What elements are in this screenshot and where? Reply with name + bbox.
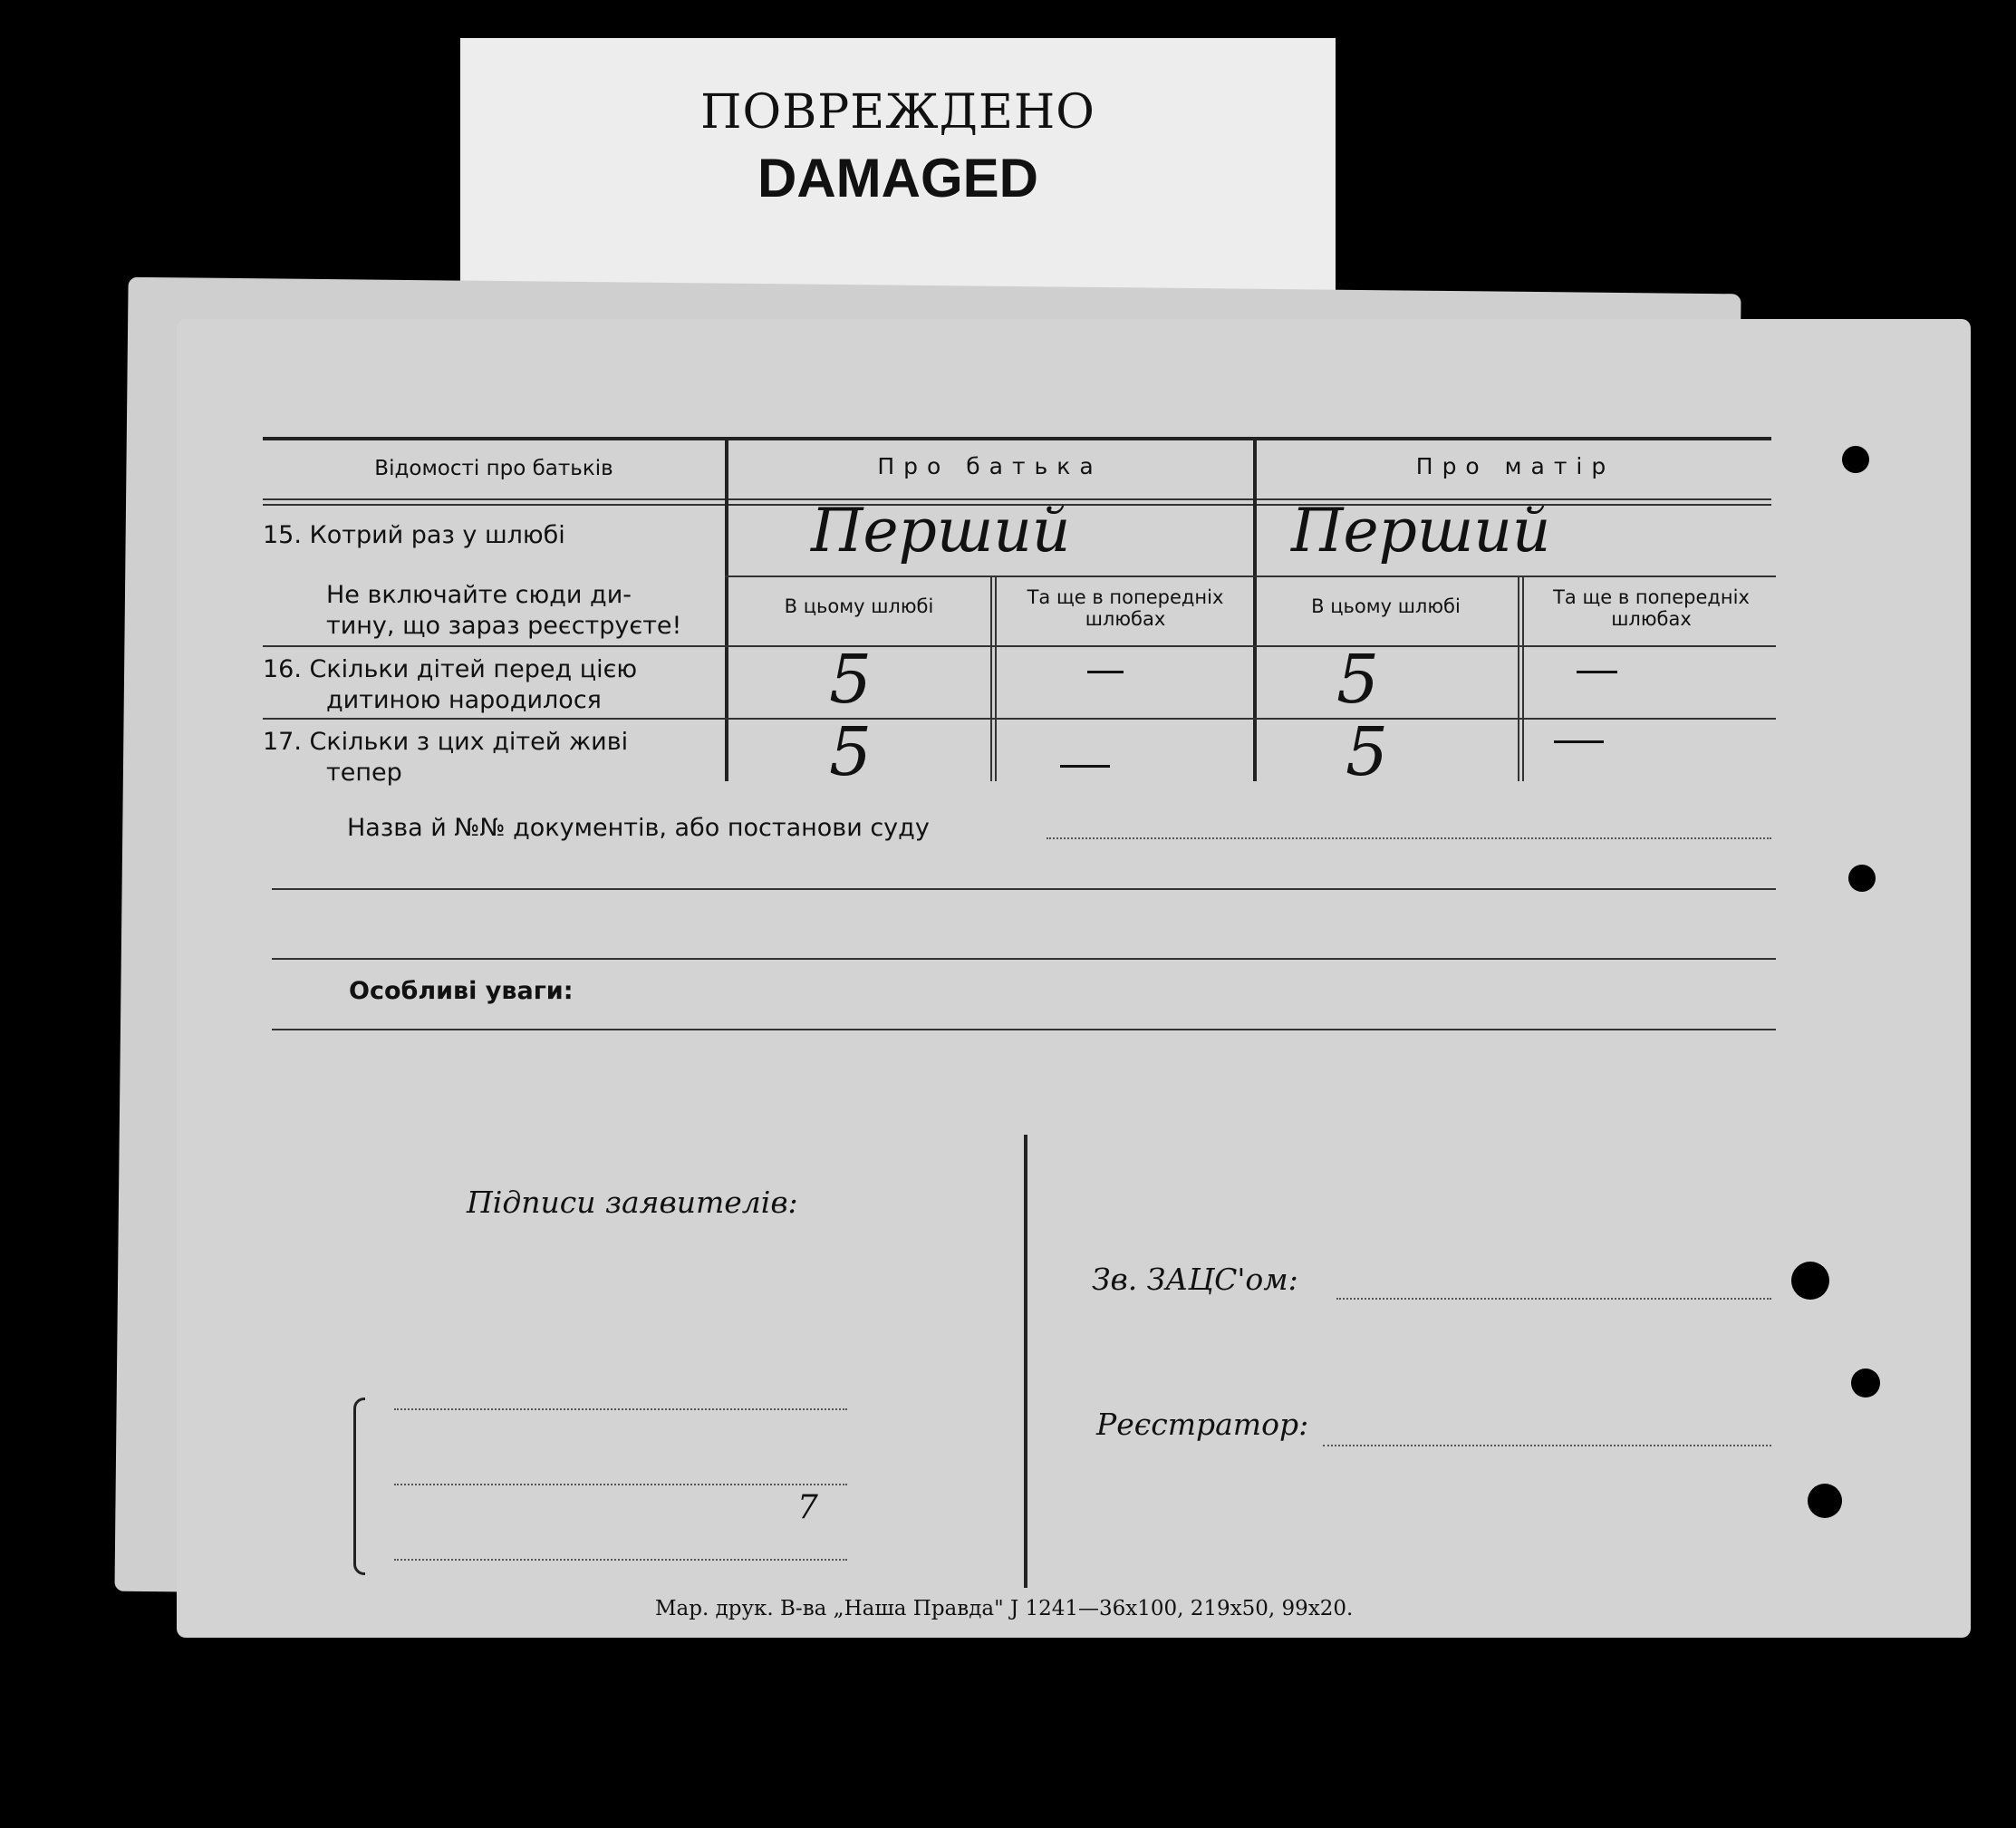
- subheader-mother-prev: Та ще в попередніх шлюбах: [1553, 586, 1750, 630]
- documents-label: Назва й №№ документів, або постанови суду: [347, 814, 930, 842]
- damage-label-card: [460, 38, 1336, 308]
- remarks-line: [272, 1029, 1776, 1030]
- header-col-father: Про батька: [877, 453, 1103, 479]
- row-rule-15: [725, 575, 1776, 577]
- remarks-label: Особливі уваги:: [349, 977, 574, 1005]
- applicant-sign-line-3: [394, 1559, 847, 1561]
- row17-father-prev: [1060, 765, 1110, 768]
- damage-label-en: DAMAGED: [757, 148, 1038, 208]
- row-rule-note: [263, 645, 1776, 647]
- row16-father-prev: [1087, 671, 1124, 673]
- row17-line-2: тепер: [326, 759, 402, 787]
- punch-hole: [1842, 446, 1869, 473]
- punch-hole: [1851, 1369, 1880, 1398]
- punch-hole: [1808, 1484, 1842, 1518]
- subheader-mother-this: В цьому шлюбі: [1311, 595, 1461, 617]
- punch-hole: [1791, 1262, 1829, 1300]
- row16-mother-this: 5: [1336, 641, 1380, 719]
- form-sheet: [177, 319, 1971, 1638]
- subcol-divider-father-2: [995, 577, 997, 781]
- row16-line-1: 16. Скільки дітей перед цією: [263, 655, 638, 683]
- row-rule-16: [263, 718, 1776, 720]
- row15-father-value: Перший: [811, 496, 1071, 566]
- header-col-info: Відомості про батьків: [374, 457, 613, 480]
- row17-line-1: 17. Скільки з цих дітей живі: [263, 728, 629, 756]
- applicants-label: Підписи заявителів:: [467, 1185, 798, 1220]
- row16-line-2: дитиною народилося: [326, 686, 602, 714]
- subcol-divider-father: [990, 577, 992, 781]
- applicant-sign-line-1: [394, 1408, 847, 1410]
- row17-mother-prev: [1554, 740, 1604, 743]
- subheader-father-this: В цьому шлюбі: [784, 595, 934, 617]
- subcol-divider-mother: [1518, 577, 1519, 781]
- row17-mother-this: 5: [1346, 713, 1389, 791]
- applicant-mark: 7: [797, 1489, 818, 1526]
- documents-fill-line: [1047, 837, 1771, 839]
- header-col-mother: Про матір: [1415, 453, 1616, 479]
- col-divider-mother: [1253, 437, 1257, 781]
- subcol-divider-mother-2: [1522, 577, 1524, 781]
- row17-father-this: 5: [829, 713, 873, 791]
- table-top-rule: [263, 437, 1771, 440]
- applicant-sign-line-2: [394, 1484, 847, 1485]
- row15-label: 15. Котрий раз у шлюбі: [263, 521, 565, 549]
- registrar-label: Реєстратор:: [1096, 1407, 1309, 1442]
- punch-hole: [1848, 865, 1876, 892]
- signature-divider: [1024, 1135, 1027, 1588]
- note-line-1: Не включайте сюди ди-: [326, 581, 632, 609]
- col-divider-father: [725, 437, 728, 781]
- row15-mother-value: Перший: [1291, 496, 1551, 566]
- documents-line-3: [272, 958, 1776, 960]
- registrar-sign-line: [1323, 1445, 1771, 1446]
- damage-label-ru: ПОВРЕЖДЕНО: [700, 85, 1095, 140]
- row16-mother-prev: [1577, 671, 1617, 673]
- printer-footer: Мар. друк. В-ва „Наша Правда" J 1241—36x100, 219x50, 99x20.: [655, 1597, 1354, 1620]
- documents-line-2: [272, 888, 1776, 890]
- head-zags-label: Зв. ЗАЦС'ом:: [1092, 1262, 1298, 1297]
- head-sign-line: [1336, 1298, 1771, 1300]
- row16-father-this: 5: [829, 641, 873, 719]
- subheader-father-prev: Та ще в попередніх шлюбах: [1027, 586, 1224, 630]
- applicants-brace: [353, 1398, 365, 1575]
- note-line-2: тину, що зараз реєструєте!: [326, 612, 682, 640]
